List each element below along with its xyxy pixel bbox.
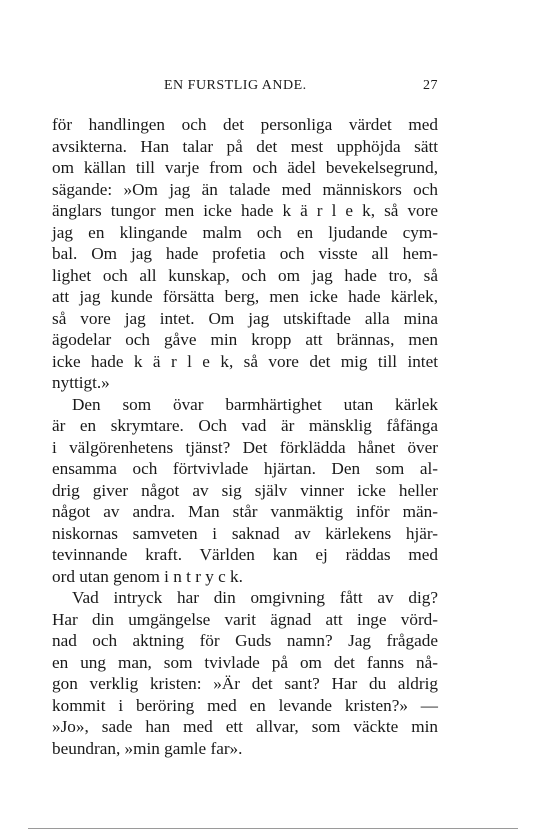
text-line: ensamma och förtvivlade hjärtan. Den som al- bbox=[52, 459, 438, 478]
text-line: avsikterna. Han talar på det mest upphöjda sätt bbox=[52, 136, 438, 156]
text-line: lighet och all kunskap, och om jag hade tro, så bbox=[52, 265, 438, 285]
text-line: nyttigt.» bbox=[52, 373, 110, 392]
text-line: drig giver något av sig själv vinner icke heller bbox=[52, 480, 438, 500]
body-text bbox=[52, 114, 438, 759]
text-line: en ung man, som tvivlade på om det fanns nå- bbox=[52, 652, 438, 672]
text-line: änglars tungor men icke hade k ä r l e k, så vore bbox=[52, 201, 438, 220]
text-line: gon verklig kristen: »Är det sant? Har du aldrig bbox=[52, 674, 438, 693]
text-line: kommit i beröring med en levande kristen?» — bbox=[52, 695, 438, 715]
text-line: icke hade k ä r l e k, så vore det mig till intet bbox=[52, 351, 438, 371]
text-line: beundran, »min gamle far». bbox=[52, 738, 243, 758]
text-line: så vore jag intet. Om jag utskiftade alla mina bbox=[52, 308, 438, 328]
bottom-rule bbox=[28, 828, 518, 829]
text-line: Har din umgängelse varit ägnad att inge vörd- bbox=[52, 609, 438, 629]
page-header bbox=[52, 78, 438, 98]
text-line: niskornas samveten i saknad av kärlekens hjär- bbox=[52, 523, 438, 543]
text-line: jag en klingande malm och en ljudande cym- bbox=[52, 222, 438, 242]
page-number: 27 bbox=[423, 78, 438, 93]
text-line: ägodelar och gåve min kropp att brännas, men bbox=[52, 330, 438, 349]
text-line: Vad intryck har din omgivning fått av dig? bbox=[72, 588, 438, 607]
text-line: att jag kunde försätta berg, men icke hade kärlek, bbox=[52, 287, 438, 306]
text-line: något av andra. Man står vanmäktig inför män- bbox=[52, 502, 438, 521]
text-line: sägande: »Om jag än talade med människors och bbox=[52, 179, 438, 199]
text-line: Den som övar barmhärtighet utan kärlek bbox=[72, 394, 438, 414]
text-line: i välgörenhetens tjänst? Det förklädda hånet över bbox=[52, 437, 438, 457]
text-line: för handlingen och det personliga värdet med bbox=[52, 115, 438, 134]
text-line: nad och aktning för Guds namn? Jag frågade bbox=[52, 631, 438, 650]
text-line: »Jo», sade han med ett allvar, som väckte min bbox=[52, 717, 438, 736]
text-line: ord utan genom i n t r y c k. bbox=[52, 566, 243, 586]
text-line: är en skrymtare. Och vad är mänsklig fåfänga bbox=[52, 416, 438, 435]
text-line: tevinnande kraft. Världen kan ej räddas med bbox=[52, 545, 438, 564]
running-title: EN FURSTLIG ANDE. bbox=[164, 78, 307, 93]
text-line: om källan till varje from och ädel bevekelsegrund, bbox=[52, 158, 438, 177]
text-line: bal. Om jag hade profetia och visste all hem- bbox=[52, 244, 438, 263]
